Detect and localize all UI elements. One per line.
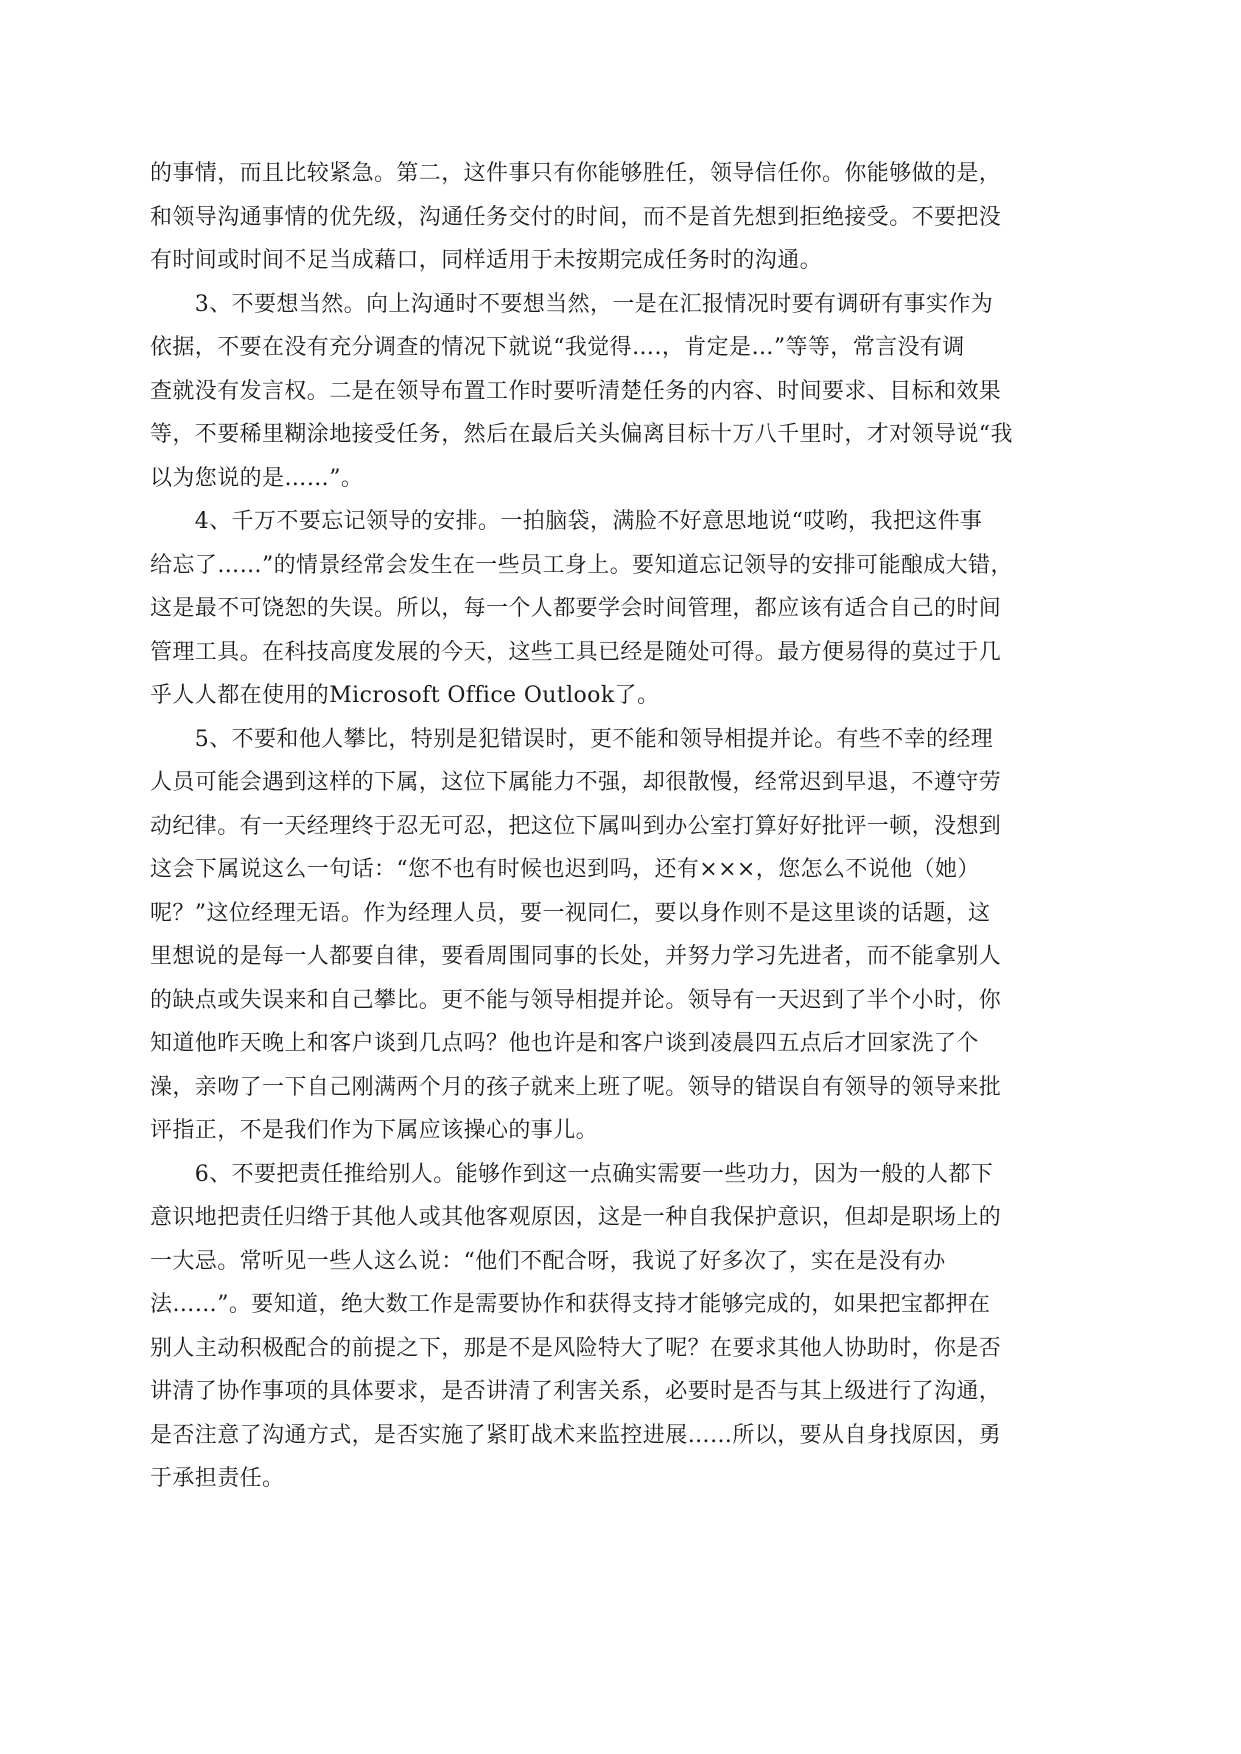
text-line: 意识地把责任归绺于其他人或其他客观原因，这是一种自我保护意识，但却是职场上的 [150,1205,1002,1230]
text-line: 的缺点或失误来和自己攀比。更不能与领导相提并论。领导有一天迟到了半个小时，你 [150,987,1002,1013]
text-line: 是否注意了沟通方式，是否实施了紧盯战术来监控进展……所以，要从自身找原因，勇 [150,1422,1002,1448]
text-line: 5、不要和他人攀比，特别是犯错误时，更不能和领导相提并论。有些不幸的经理 [150,726,994,752]
text-line: 4、千万不要忘记领导的安排。一拍脑袋，满脸不好意思地说“哎哟，我把这件事 [150,509,983,534]
text-line: 6、不要把责任推给别人。能够作到这一点确实需要一些功力，因为一般的人都下 [150,1161,994,1187]
text-line: 管理工具。在科技高度发展的今天，这些工具已经是随处可得。最方便易得的莫过于几 [150,639,1002,665]
text-line: 别人主动积极配合的前提之下，那是不是风险特大了呢？在要求其他人协助时，你是否 [150,1335,1002,1361]
text-line: 有时间或时间不足当成藉口，同样适用于未按期完成任务时的沟通。 [150,248,823,273]
text-line: 于承担责任。 [150,1466,285,1491]
text-line: 呢？”这位经理无语。作为经理人员，要一视同仁，要以身作则不是这里谈的话题，这 [150,900,991,926]
document-body [150,152,1095,1501]
text-line: 讲清了协作事项的具体要求，是否讲清了利害关系，必要时是否与其上级进行了沟通， [150,1379,1002,1404]
text-line: 这会下属说这么一句话：“您不也有时候也迟到吗，还有×××，您怎么不说他（她） [150,857,980,882]
text-line: 以为您说的是……”。 [150,465,364,491]
paragraph-4 [150,718,1095,1153]
text-line: 法……”。要知道，绝大数工作是需要协作和获得支持才能够完成的，如果把宝都押在 [150,1292,991,1317]
text-line: 人员可能会遇到这样的下属，这位下属能力不强，却很散慢，经常迟到早退，不遵守劳 [150,770,1002,795]
text-line: 给忘了……”的情景经常会发生在一些员工身上。要知道忘记领导的安排可能酿成大错， [150,552,1013,578]
paragraph-2 [150,283,1095,501]
paragraph-3 [150,500,1095,718]
text-line: 这是最不可饶恕的失误。所以，每一个人都要学会时间管理，都应该有适合自己的时间 [150,596,1002,621]
text-line: 乎人人都在使用的Microsoft Office Outlook了。 [150,683,660,708]
paragraph-5 [150,1153,1095,1501]
text-line: 的事情，而且比较紧急。第二，这件事只有你能够胜任，领导信任你。你能够做的是， [150,161,1002,186]
text-line: 和领导沟通事情的优先级，沟通任务交付的时间，而不是首先想到拒绝接受。不要把没 [150,204,1002,230]
text-line: 依据，不要在没有充分调查的情况下就说“我觉得….，肯定是…”等等，常言没有调 [150,335,965,360]
text-line: 评指正，不是我们作为下属应该操心的事儿。 [150,1118,599,1143]
text-line: 澡，亲吻了一下自己刚满两个月的孩子就来上班了呢。领导的错误自有领导的领导来批 [150,1074,1002,1100]
text-line: 一大忌。常听见一些人这么说：“他们不配合呀，我说了好多次了，实在是没有办 [150,1248,946,1274]
paragraph-1 [150,152,1095,283]
text-line: 知道他昨天晚上和客户谈到几点吗？他也许是和客户谈到凌晨四五点后才回家洗了个 [150,1031,979,1056]
text-line: 等，不要稀里糊涂地接受任务，然后在最后关头偏离目标十万八千里时，才对领导说“我 [150,422,1013,447]
text-line: 动纪律。有一天经理终于忍无可忍，把这位下属叫到办公室打算好好批评一顿，没想到 [150,813,1002,839]
text-line: 3、不要想当然。向上沟通时不要想当然，一是在汇报情况时要有调研有事实作为 [150,291,994,317]
text-line: 里想说的是每一人都要自律，要看周围同事的长处，并努力学习先进者，而不能拿别人 [150,944,1002,969]
text-line: 查就没有发言权。二是在领导布置工作时要听清楚任务的内容、时间要求、目标和效果 [150,378,1002,404]
